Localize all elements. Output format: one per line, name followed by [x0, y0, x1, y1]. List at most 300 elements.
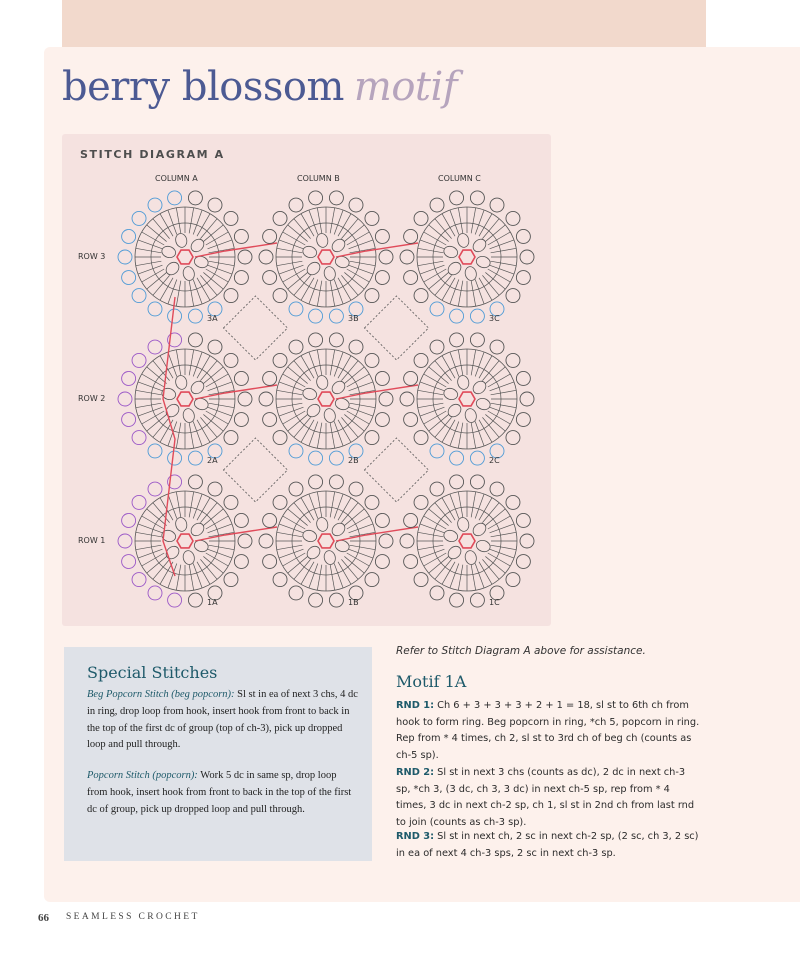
picot-loop [375, 229, 389, 243]
stitch-ray [147, 367, 167, 384]
stitch-ray [168, 210, 177, 234]
popcorn-petal [456, 374, 470, 390]
stitch-ray [301, 278, 314, 301]
stitch-ray [344, 556, 364, 573]
stitch-ray [294, 559, 311, 579]
stitch-ray [208, 240, 232, 249]
lattice-join [365, 296, 429, 360]
stitch-ray [420, 407, 444, 416]
picot-loop [208, 198, 222, 212]
picot-loop [520, 392, 534, 406]
stitch-ray [435, 361, 452, 381]
stitch-ray [418, 248, 444, 253]
stitch-ray [279, 240, 303, 249]
stitch-ray [488, 516, 511, 529]
motif-heading: Motif 1A [396, 672, 467, 691]
diagram-reference-note: Refer to Stitch Diagram A above for assistance. [396, 645, 646, 657]
row-label-3: ROW 3 [78, 252, 106, 261]
stitch-ray [435, 503, 452, 523]
picot-loop [132, 353, 146, 367]
picot-loop [132, 495, 146, 509]
picot-loop [132, 431, 146, 445]
stitch-ray [334, 494, 343, 518]
picot-loop [414, 353, 428, 367]
stitch-ray [349, 407, 373, 416]
stitch-ray [338, 356, 351, 379]
stitch-ray [160, 278, 173, 301]
stitch-ray [458, 492, 463, 518]
picot-loop [379, 534, 393, 548]
stitch-ray [317, 492, 322, 518]
stitch-ray [317, 281, 322, 307]
stitch-ray [349, 382, 373, 391]
lattice-join [224, 296, 288, 360]
running-title: SEAMLESS CROCHET [66, 912, 200, 922]
picot-loop [329, 309, 343, 323]
stitch-ray [424, 374, 447, 387]
stitch-ray [309, 352, 318, 376]
stitch-ray [136, 261, 162, 266]
stitch-ray [338, 420, 351, 443]
popcorn-petal [301, 245, 318, 260]
popcorn-petal [442, 529, 459, 544]
picot-loop [470, 309, 484, 323]
stitch-ray [136, 545, 162, 550]
stitch-ray [197, 498, 210, 521]
stitch-ray [136, 248, 162, 253]
picot-loop [168, 191, 182, 205]
motif-label-2a: 2A [207, 456, 218, 465]
picot-loop [375, 271, 389, 285]
picot-loop [349, 198, 363, 212]
stitch-ray [330, 281, 335, 307]
stitch-ray [479, 356, 492, 379]
stitch-ray [153, 559, 170, 579]
picot-loop [122, 371, 136, 385]
stitch-ray [471, 350, 476, 376]
stitch-ray [136, 403, 162, 408]
stitch-ray [471, 492, 476, 518]
column-label-c: COLUMN C [438, 174, 481, 183]
picot-loop [506, 573, 520, 587]
picot-loop [414, 289, 428, 303]
picot-loop [520, 250, 534, 264]
stitch-ray [279, 524, 303, 533]
picot-loop [516, 271, 530, 285]
stitch-ray [153, 275, 170, 295]
popcorn-petal [456, 232, 470, 248]
page-title [62, 64, 457, 110]
popcorn-petal [305, 402, 323, 420]
stitch-ray [458, 423, 463, 449]
picot-loop [259, 534, 273, 548]
stitch-ray [168, 422, 177, 446]
picot-loop [273, 573, 287, 587]
picot-loop [516, 229, 530, 243]
header-band [62, 0, 706, 47]
popcorn-petal [305, 260, 323, 278]
popcorn-petal [189, 237, 207, 255]
center-ring [459, 250, 475, 264]
motif-ring [151, 223, 219, 291]
picot-loop [506, 289, 520, 303]
beg-popcorn-definition [87, 687, 359, 754]
stitch-ray [193, 210, 202, 234]
popcorn-petal [164, 260, 182, 278]
popcorn-petal [446, 260, 464, 278]
stitch-ray [279, 265, 303, 274]
motif-ring [292, 507, 360, 575]
stitch-ray [197, 278, 210, 301]
stitch-ray [203, 556, 223, 573]
stitch-ray [203, 225, 223, 242]
motif-ring [433, 507, 501, 575]
stitch-ray [475, 564, 484, 588]
picot-loop [516, 513, 530, 527]
stitch-ray [350, 545, 376, 550]
popcorn-petal [442, 245, 459, 260]
special-stitches-box [64, 647, 372, 861]
picot-loop [404, 271, 418, 285]
stitch-ray [138, 549, 162, 558]
picot-loop [506, 431, 520, 445]
stitch-ray [488, 269, 511, 282]
stitch-ray [138, 407, 162, 416]
stitch-ray [193, 494, 202, 518]
stitch-ray [420, 549, 444, 558]
motif-label-2c: 2C [489, 456, 500, 465]
picot-loop [238, 392, 252, 406]
stitch-ray [294, 361, 311, 381]
picot-loop [404, 413, 418, 427]
picot-loop [118, 250, 132, 264]
stitch-ray [479, 498, 492, 521]
stitch-ray [189, 492, 194, 518]
stitch-ray [203, 414, 223, 431]
stitch-ray [301, 420, 314, 443]
page-number: 66 [38, 912, 49, 924]
stitch-ray [491, 532, 517, 537]
picot-loop [470, 593, 484, 607]
stitch-ray [450, 280, 459, 304]
picot-loop [506, 495, 520, 509]
stitch-ray [203, 367, 223, 384]
round-1-text: Ch 6 + 3 + 3 + 3 + 2 + 1 = 18, sl st to 6th ch from hook to form ring. Beg popcorn in ring, *ch 5, popcorn in ring. Rep from * 4 times, ch 2, sl st to 3rd ch of beg ch (counts as ch-5 sp). [396, 700, 700, 761]
stitch-ray [458, 565, 463, 591]
stitch-ray [485, 272, 505, 289]
stitch-ray [420, 524, 444, 533]
motif-ring [151, 507, 219, 575]
stitch-ray [277, 248, 303, 253]
center-ring [318, 534, 334, 548]
stitch-ray [442, 498, 455, 521]
picot-loop [520, 534, 534, 548]
stitch-ray [208, 265, 232, 274]
popcorn-petal [464, 266, 478, 282]
stitch-ray [147, 509, 167, 526]
round-3-text: Sl st in next ch, 2 sc in next ch-2 sp, (2 sc, ch 3, 2 sc) in ea of next 4 ch-3 sps, 2 sc in next ch-3 sp. [396, 831, 699, 859]
stitch-ray [418, 532, 444, 537]
picot-loop [379, 392, 393, 406]
picot-loop [122, 229, 136, 243]
stitch-ray [334, 564, 343, 588]
center-ring [318, 250, 334, 264]
stitch-ray [138, 240, 162, 249]
popcorn-petal [182, 408, 196, 424]
picot-loop [516, 555, 530, 569]
stitch-ray [490, 549, 514, 558]
picot-loop [224, 431, 238, 445]
stitch-ray [491, 390, 517, 395]
picot-loop [118, 392, 132, 406]
stitch-ray [206, 269, 229, 282]
picot-loop [516, 413, 530, 427]
motif-label-2b: 2B [348, 456, 359, 465]
picot-loop [188, 333, 202, 347]
picot-loop [224, 289, 238, 303]
stitch-ray [330, 565, 335, 591]
picot-loop [450, 593, 464, 607]
stitch-ray [288, 509, 308, 526]
stitch-ray [193, 352, 202, 376]
stitch-ray [349, 265, 373, 274]
stitch-ray [479, 214, 492, 237]
picot-loop [329, 475, 343, 489]
popcorn-petal [330, 237, 348, 255]
stitch-ray [482, 219, 499, 239]
picot-loop [263, 513, 277, 527]
picot-loop [375, 555, 389, 569]
stitch-ray [338, 214, 351, 237]
stitch-ray [176, 423, 181, 449]
picot-loop [414, 495, 428, 509]
stitch-ray [138, 382, 162, 391]
stitch-ray [420, 265, 444, 274]
center-ring [459, 534, 475, 548]
stitch-ray [142, 553, 165, 566]
stitch-ray [442, 562, 455, 585]
stitch-ray [193, 280, 202, 304]
stitch-ray [176, 565, 181, 591]
round-3-instructions [396, 829, 700, 862]
stitch-ray [485, 509, 505, 526]
picot-loop [329, 333, 343, 347]
picot-loop [263, 555, 277, 569]
stitch-ray [418, 403, 444, 408]
picot-loop [234, 413, 248, 427]
stitch-ray [344, 225, 364, 242]
picot-loop [404, 555, 418, 569]
stitch-ray [424, 411, 447, 424]
stitch-ray [197, 420, 210, 443]
popcorn-petal [305, 544, 323, 562]
stitch-ray [350, 403, 376, 408]
stitch-ray [475, 494, 484, 518]
stitch-ray [418, 545, 444, 550]
picot-loop [238, 250, 252, 264]
picot-loop [414, 211, 428, 225]
stitch-ray [168, 352, 177, 376]
stitch-ray [317, 208, 322, 234]
picot-loop [349, 340, 363, 354]
stitch-ray [347, 553, 370, 566]
stitch-ray [208, 407, 232, 416]
picot-loop [188, 191, 202, 205]
picot-loop [132, 211, 146, 225]
stitch-ray [485, 367, 505, 384]
popcorn-petal [301, 529, 318, 544]
row-label-2: ROW 2 [78, 394, 106, 403]
stitch-ray [279, 382, 303, 391]
stitch-ray [424, 553, 447, 566]
picot-loop [470, 333, 484, 347]
stitch-ray [301, 498, 314, 521]
stitch-ray [330, 350, 335, 376]
popcorn-petal [174, 516, 188, 532]
popcorn-petal [456, 516, 470, 532]
stitch-ray [450, 422, 459, 446]
picot-loop [289, 482, 303, 496]
picot-loop [404, 513, 418, 527]
stitch-ray [418, 390, 444, 395]
popcorn-petal [315, 374, 329, 390]
stitch-ray [338, 498, 351, 521]
stitch-ray [424, 269, 447, 282]
stitch-ray [301, 356, 314, 379]
popcorn-petal [315, 516, 329, 532]
stitch-ray [147, 556, 167, 573]
stitch-ray [317, 350, 322, 376]
picot-loop [506, 353, 520, 367]
stitch-ray [283, 374, 306, 387]
title-main: berry blossom [62, 64, 344, 110]
picot-loop [168, 309, 182, 323]
stitch-ray [344, 367, 364, 384]
stitch-ray [429, 225, 449, 242]
picot-loop [208, 482, 222, 496]
picot-loop [400, 250, 414, 264]
stitch-ray [138, 524, 162, 533]
picot-loop [430, 302, 444, 316]
stitch-ray [485, 225, 505, 242]
stitch-ray [136, 390, 162, 395]
stitch-ray [458, 281, 463, 307]
stitch-ray [442, 214, 455, 237]
stitch-ray [147, 225, 167, 242]
picot-loop [234, 371, 248, 385]
stitch-ray [429, 556, 449, 573]
stitch-ray [203, 272, 223, 289]
stitch-ray [283, 553, 306, 566]
stitch-ray [288, 556, 308, 573]
stitch-ray [309, 210, 318, 234]
lattice-join [224, 438, 288, 502]
picot-loop [118, 534, 132, 548]
picot-loop [132, 573, 146, 587]
picot-loop [450, 191, 464, 205]
picot-loop [309, 309, 323, 323]
picot-loop [289, 198, 303, 212]
stitch-ray [341, 559, 358, 579]
stitch-ray [344, 509, 364, 526]
picot-loop [365, 211, 379, 225]
picot-loop [273, 431, 287, 445]
picot-loop [224, 353, 238, 367]
stitch-ray [334, 422, 343, 446]
popcorn-petal [301, 387, 318, 402]
popcorn-petal [174, 232, 188, 248]
stitch-ray [479, 562, 492, 585]
stitch-ray [294, 417, 311, 437]
picot-loop [148, 340, 162, 354]
picot-loop [289, 444, 303, 458]
stitch-ray [435, 559, 452, 579]
picot-loop [273, 353, 287, 367]
picot-loop [490, 198, 504, 212]
stitch-ray [435, 219, 452, 239]
stitch-ray [206, 411, 229, 424]
stitch-ray [317, 423, 322, 449]
stitch-ray [168, 494, 177, 518]
stitch-ray [490, 265, 514, 274]
stitch-ray [209, 261, 235, 266]
stitch-ray [330, 208, 335, 234]
stitch-ray [338, 562, 351, 585]
popcorn-petal [446, 544, 464, 562]
motif-label-1b: 1B [348, 598, 359, 607]
picot-loop [188, 451, 202, 465]
picot-loop [490, 482, 504, 496]
stitch-ray [200, 417, 217, 437]
stitch-diagram [62, 134, 551, 626]
stitch-ray [475, 352, 484, 376]
picot-loop [259, 250, 273, 264]
stitch-ray [341, 275, 358, 295]
stitch-ray [471, 423, 476, 449]
stitch-ray [277, 390, 303, 395]
stitch-ray [279, 407, 303, 416]
stitch-ray [347, 411, 370, 424]
picot-loop [273, 495, 287, 509]
stitch-ray [200, 559, 217, 579]
stitch-ray [153, 219, 170, 239]
picot-loop [122, 513, 136, 527]
picot-loop [148, 198, 162, 212]
stitch-ray [277, 261, 303, 266]
motif-ring [292, 223, 360, 291]
center-ring [177, 534, 193, 548]
stitch-ray [176, 208, 181, 234]
round-1-instructions [396, 698, 700, 764]
stitch-ray [424, 516, 447, 529]
stitch-ray [147, 272, 167, 289]
stitch-ray [490, 407, 514, 416]
round-2-text: Sl st in next 3 chs (counts as dc), 2 dc in next ch-3 sp, *ch 3, (3 dc, ch 3, 3 dc) in next ch-5 sp, rep from * 4 times, 3 dc in next ch-2 sp, ch 1, sl st in 2nd ch from last rnd to join (counts as ch-3 sp). [396, 767, 695, 828]
stitch-ray [189, 350, 194, 376]
stitch-ray [206, 374, 229, 387]
picot-loop [273, 289, 287, 303]
stitch-ray [488, 232, 511, 245]
picot-loop [148, 302, 162, 316]
stitch-ray [203, 509, 223, 526]
stitch-ray [341, 417, 358, 437]
stitch-ray [309, 564, 318, 588]
picot-loop [168, 593, 182, 607]
stitch-ray [142, 232, 165, 245]
stitch-ray [288, 414, 308, 431]
picot-loop [329, 451, 343, 465]
picot-loop [309, 451, 323, 465]
